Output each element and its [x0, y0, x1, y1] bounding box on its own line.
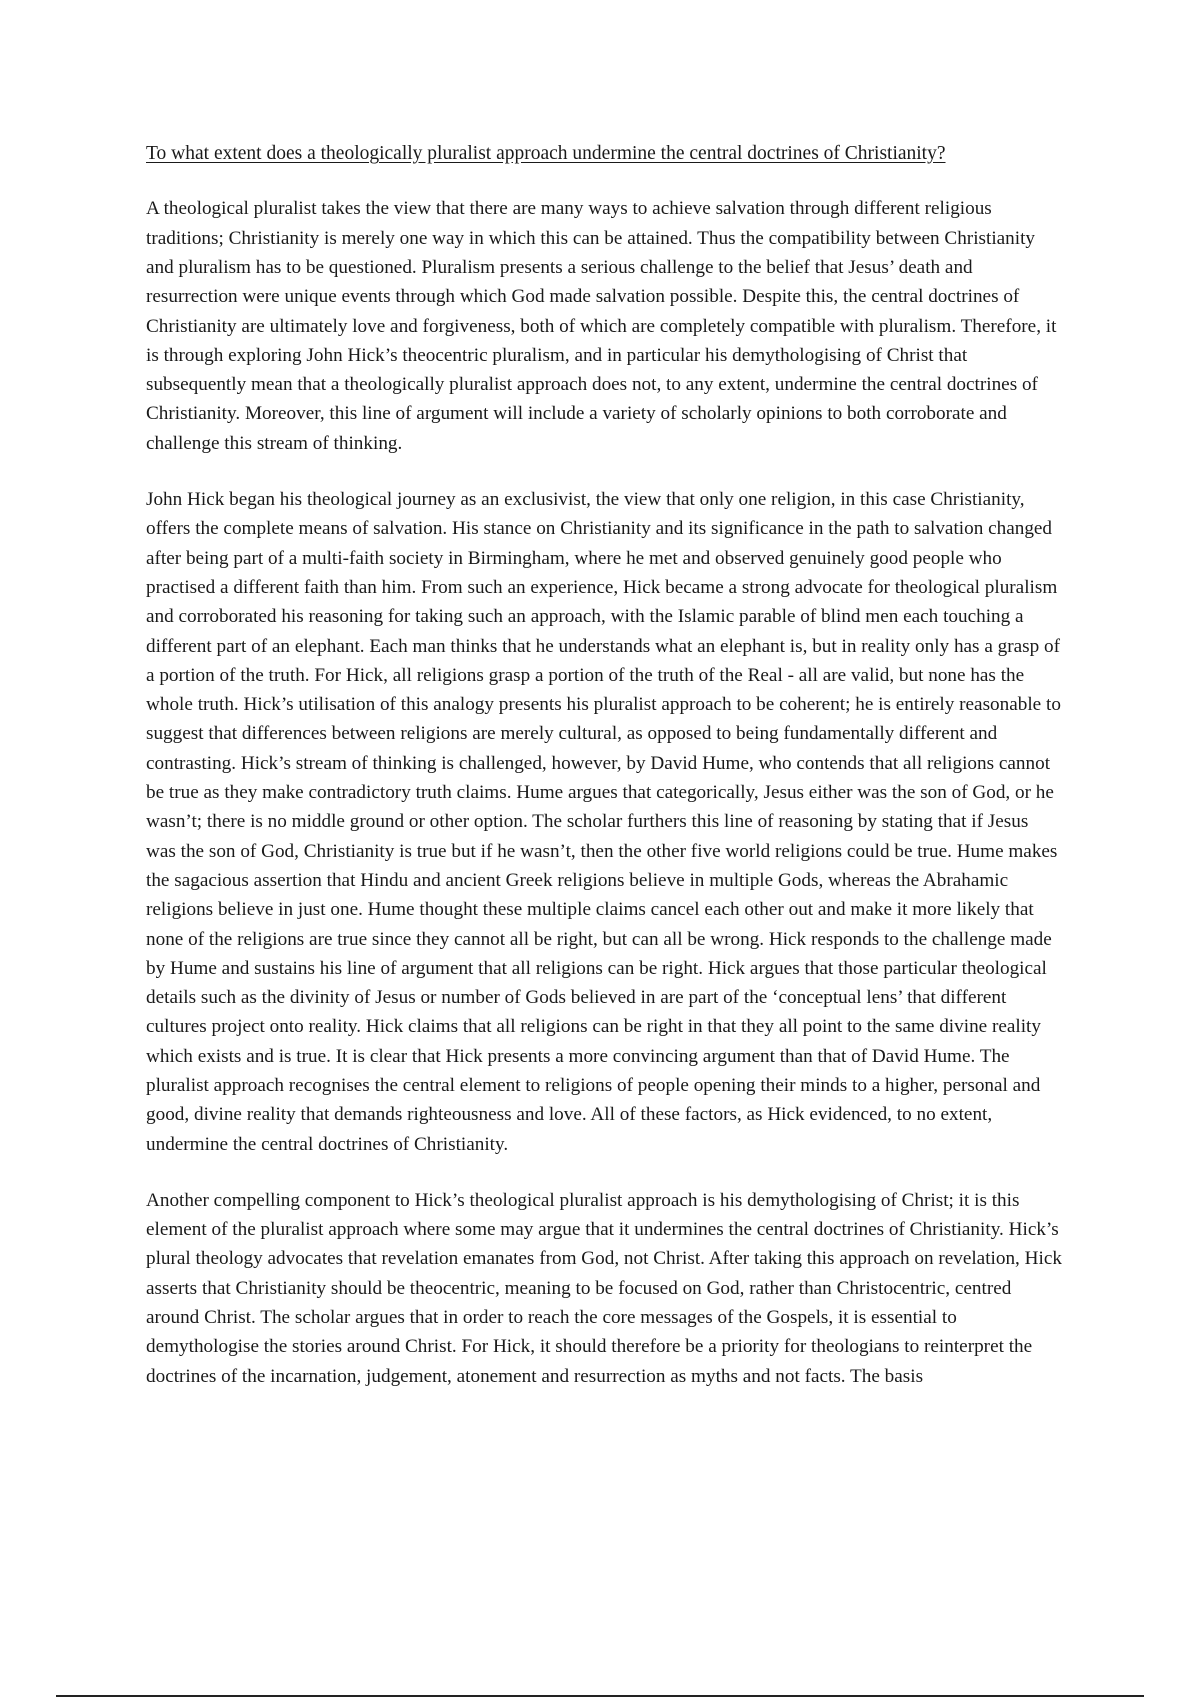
- document-body: [146, 142, 1062, 1418]
- page-bottom-rule: [56, 1695, 1144, 1697]
- paragraph-demythologising-christ: Another compelling component to Hick’s theological pluralist approach is his demythologising of Christ; it is this element of the pluralist approach where some may argue that it undermines the central doctrines of Christianity. Hick’s plural theology advocates that revelation emanates from God, not Christ. After taking this approach on revelation, Hick asserts that Christianity should be theocentric, meaning to be focused on God, rather than Christocentric, centred around Christ. The scholar argues that in order to reach the core messages of the Gospels, it is essential to demythologise the stories around Christ. For Hick, it should therefore be a priority for theologians to reinterpret the doctrines of the incarnation, judgement, atonement and resurrection as myths and not facts. The basis: [146, 1189, 1062, 1387]
- paragraph-hick-and-hume: John Hick began his theological journey as an exclusivist, the view that only one religion, in this case Christianity, offers the complete means of salvation. His stance on Christianity and its significance in the path to salvation changed after being part of a multi-faith society in Birmingham, where he met and observed genuinely good people who practised a different faith than him. From such an experience, Hick became a strong advocate for theological pluralism and corroborated his reasoning for taking such an approach, with the Islamic parable of blind men each touching a different part of an elephant. Each man thinks that he understands what an elephant is, but in reality only has a grasp of a portion of the truth. For Hick, all religions grasp a portion of the truth of the Real - all are valid, but none has the whole truth. Hick’s utilisation of this analogy presents his pluralist approach to be coherent; he is entirely reasonable to suggest that differences between religions are merely cultural, as opposed to being fundamentally different and contrasting. Hick’s stream of thinking is challenged, however, by David Hume, who contends that all religions cannot be true as they make contradictory truth claims. Hume argues that categorically, Jesus either was the son of God, or he wasn’t; there is no middle ground or other option. The scholar furthers this line of reasoning by stating that if Jesus was the son of God, Christianity is true but if he wasn’t, then the other five world religions could be true. Hume makes the sagacious assertion that Hindu and ancient Greek religions believe in multiple Gods, whereas the Abrahamic religions believe in just one. Hume thought these multiple claims cancel each other out and make it more likely that none of the religions are true since they cannot all be right, but can all be wrong. Hick responds to the challenge made by Hume and sustains his line of argument that all religions can be right. Hick argues that those particular theological details such as the divinity of Jesus or number of Gods believed in are part of the ‘conceptual lens’ that different cultures project onto reality. Hick claims that all religions can be right in that they all point to the same divine reality which exists and is true. It is clear that Hick presents a more convincing argument than that of David Hume. The pluralist approach recognises the central element to religions of people opening their minds to a higher, personal and good, divine reality that demands righteousness and love. All of these factors, as Hick evidenced, to no extent, undermine the central doctrines of Christianity.: [146, 489, 1061, 1155]
- paragraph-introduction: A theological pluralist takes the view that there are many ways to achieve salvation through different religious traditions; Christianity is merely one way in which this can be attained. Thus the compatibility between Christianity and pluralism has to be questioned. Pluralism presents a serious challenge to the belief that Jesus’ death and resurrection were unique events through which God made salvation possible. Despite this, the central doctrines of Christianity are ultimately love and forgiveness, both of which are completely compatible with pluralism. Therefore, it is through exploring John Hick’s theocentric pluralism, and in particular his demythologising of Christ that subsequently mean that a theologically pluralist approach does not, to any extent, undermine the central doctrines of Christianity. Moreover, this line of argument will include a variety of scholarly opinions to both corroborate and challenge this stream of thinking.: [146, 198, 1057, 454]
- essay-title: To what extent does a theologically pluralist approach undermine the central doctrines of Christianity?: [146, 143, 946, 164]
